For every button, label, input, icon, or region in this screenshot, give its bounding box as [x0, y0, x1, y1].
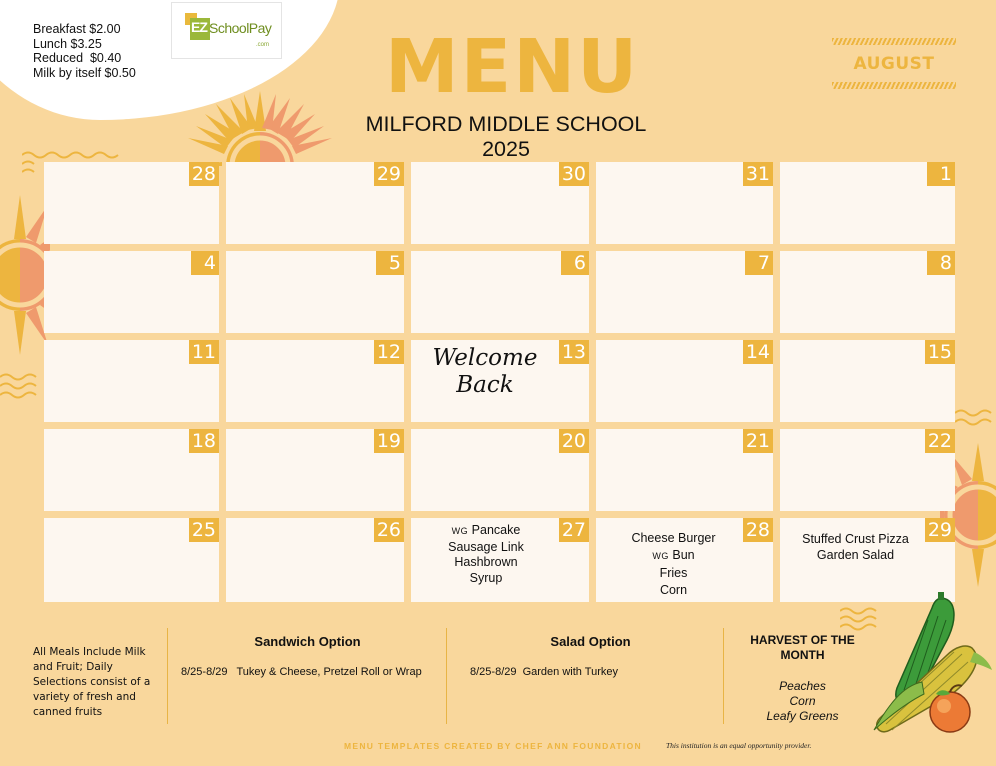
calendar-day: [780, 251, 955, 333]
calendar-day: [226, 429, 404, 511]
wave-decoration-icon: [955, 408, 996, 438]
calendar-day: [596, 162, 773, 244]
salad-option-title: Salad Option: [550, 634, 631, 649]
day-number: 19: [374, 429, 404, 453]
calendar-day: [411, 429, 589, 511]
school-name: MILFORD MIDDLE SCHOOL: [365, 112, 647, 136]
menu-item: Garden Salad: [816, 547, 895, 562]
menu-items: [780, 532, 931, 563]
calendar-day: [411, 340, 589, 422]
menu-item: Sausage Link: [448, 539, 524, 554]
day-number: 8: [927, 251, 955, 275]
hatch-divider: [832, 38, 956, 45]
menu-item: Cheese Burger: [631, 531, 716, 545]
menu-item: Fries: [659, 566, 688, 580]
harvest-item: Peaches: [779, 679, 826, 693]
calendar-day: [44, 518, 219, 602]
meal-notes: All Meals Include Milk and Fruit; Daily Selections consist of a variety of fresh and canned fruits: [33, 646, 151, 718]
menu-item: [411, 523, 561, 540]
day-number: 22: [925, 429, 955, 453]
day-number: 25: [189, 518, 219, 542]
day-number: 29: [374, 162, 404, 186]
logo-ez-text: EZ: [191, 19, 207, 35]
calendar-day: [411, 162, 589, 244]
sandwich-option-title: Sandwich Option: [254, 634, 361, 649]
equal-opportunity-statement: This institution is an equal opportunity provider.: [666, 741, 812, 750]
section-divider: [446, 628, 447, 724]
menu-items: [596, 530, 751, 599]
day-number: 27: [559, 518, 589, 542]
whole-grain-tag: WG: [451, 526, 469, 536]
calendar-grid: [44, 162, 955, 602]
price-list: [33, 22, 136, 80]
day-number: 7: [745, 251, 773, 275]
price-lunch: Lunch $3.25: [33, 36, 102, 51]
menu-item-text: Bun: [672, 548, 695, 562]
calendar-day: [226, 251, 404, 333]
menu-item-text: Pancake: [471, 523, 521, 537]
calendar-day: [44, 162, 219, 244]
harvest-item: Corn: [789, 694, 816, 708]
hatch-divider: [832, 82, 956, 89]
calendar-day: [411, 251, 589, 333]
day-number: 21: [743, 429, 773, 453]
day-number: 6: [561, 251, 589, 275]
day-number: 18: [189, 429, 219, 453]
calendar-day: [596, 340, 773, 422]
price-milk: Milk by itself $0.50: [33, 65, 136, 80]
sandwich-option-line: 8/25-8/29 Tukey & Cheese, Pretzel Roll or Wrap: [181, 666, 422, 678]
calendar-day: [780, 429, 955, 511]
note-line: Back: [456, 372, 514, 398]
calendar-day: [226, 518, 404, 602]
day-number: 28: [189, 162, 219, 186]
section-divider: [723, 628, 724, 724]
logo-name-text: SchoolPay: [209, 20, 272, 36]
note-line: Welcome: [432, 345, 538, 371]
salad-option-line: 8/25-8/29 Garden with Turkey: [470, 666, 618, 678]
calendar-day: [44, 429, 219, 511]
calendar-day: [596, 518, 773, 602]
calendar-day: [780, 340, 955, 422]
template-credit: MENU TEMPLATES CREATED BY CHEF ANN FOUNDATION: [344, 741, 642, 751]
day-number: 20: [559, 429, 589, 453]
month-banner: [832, 38, 956, 89]
day-number: 5: [376, 251, 404, 275]
day-number: 4: [191, 251, 219, 275]
calendar-day: [596, 251, 773, 333]
whole-grain-tag: WG: [652, 551, 669, 561]
calendar-day: [596, 429, 773, 511]
day-number: 13: [559, 340, 589, 364]
day-number: 29: [925, 518, 955, 542]
day-number: 26: [374, 518, 404, 542]
section-divider: [167, 628, 168, 724]
month-label: AUGUST: [853, 54, 935, 74]
menu-item: Hashbrown: [454, 555, 518, 569]
school-year: 2025: [482, 137, 530, 161]
price-reduced: Reduced $0.40: [33, 51, 122, 65]
ezschoolpay-logo[interactable]: [171, 2, 282, 59]
day-number: 15: [925, 340, 955, 364]
calendar-day: [44, 251, 219, 333]
school-heading: [300, 112, 712, 162]
menu-item: [596, 547, 751, 565]
wave-decoration-icon: [0, 372, 40, 402]
day-number: 12: [374, 340, 404, 364]
sun-decoration-icon: [0, 195, 50, 355]
calendar-day: [780, 162, 955, 244]
calendar-day: [44, 340, 219, 422]
menu-item: Corn: [659, 583, 688, 597]
harvest-vegetables-illustration-icon: [862, 590, 992, 740]
menu-item: Stuffed Crust Pizza: [802, 532, 909, 546]
day-number: 28: [743, 518, 773, 542]
calendar-day: [226, 340, 404, 422]
menu-item: Syrup: [469, 570, 503, 585]
price-breakfast: Breakfast $2.00: [33, 22, 121, 36]
calendar-day: [226, 162, 404, 244]
day-number: 11: [189, 340, 219, 364]
calendar-day: [411, 518, 589, 602]
harvest-item: Leafy Greens: [766, 709, 839, 723]
day-number: 14: [743, 340, 773, 364]
harvest-items: [740, 679, 865, 724]
day-number: 31: [743, 162, 773, 186]
logo-domain-text: .com: [256, 42, 270, 48]
day-number: 1: [927, 162, 955, 186]
harvest-title: HARVEST OF THE MONTH: [750, 633, 855, 662]
page-title: MENU: [385, 24, 640, 110]
welcome-back-note: [425, 345, 545, 399]
menu-items: [411, 523, 561, 586]
day-number: 30: [559, 162, 589, 186]
